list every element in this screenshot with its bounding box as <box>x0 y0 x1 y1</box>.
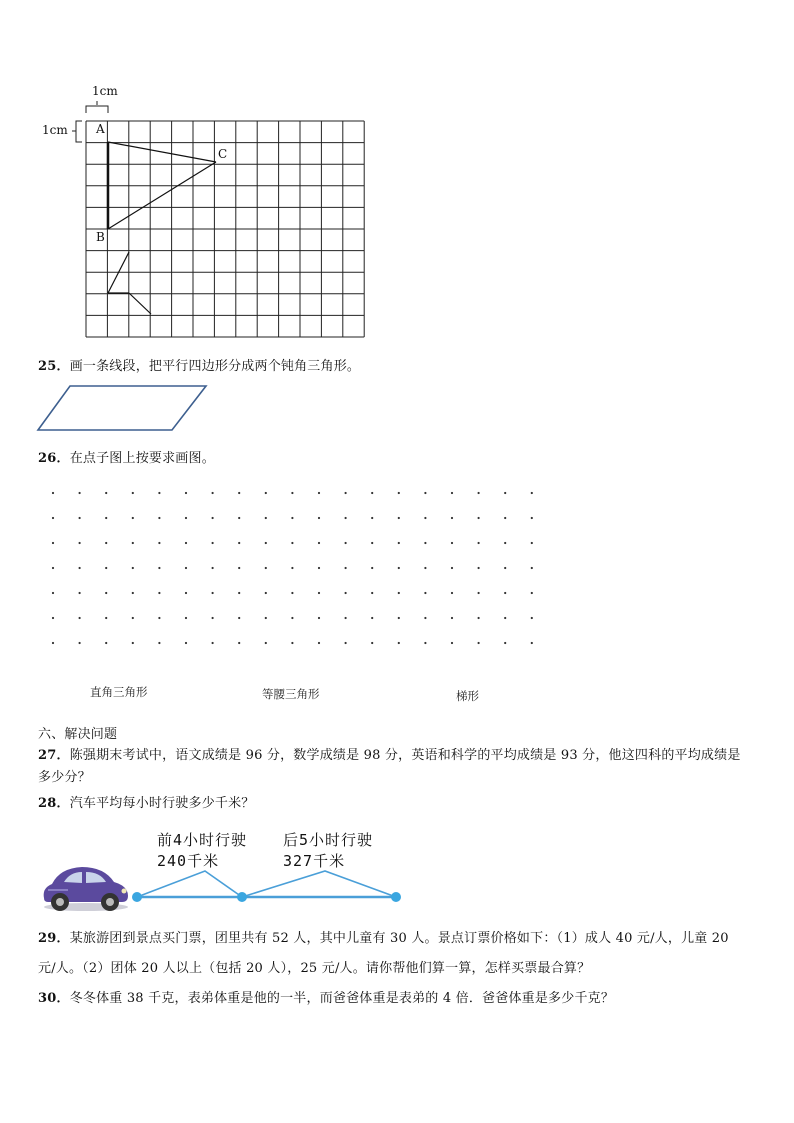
first-segment-label-time: 前4小时行驶 <box>157 831 248 849</box>
grid-dot <box>52 517 54 519</box>
grid-dot <box>398 492 400 494</box>
grid-dot <box>424 517 426 519</box>
question-number: 26． <box>38 451 70 466</box>
grid-dot <box>345 542 347 544</box>
left-dimension-label: 1cm <box>42 123 68 137</box>
second-segment-label-time: 后5小时行驶 <box>283 831 374 849</box>
grid-dot <box>185 617 187 619</box>
grid-dot <box>371 542 373 544</box>
grid-dot <box>345 592 347 594</box>
grid-dot <box>451 617 453 619</box>
segment-bc <box>108 162 216 229</box>
grid-dot <box>398 517 400 519</box>
question-number: 30． <box>38 991 70 1006</box>
grid-dot <box>291 592 293 594</box>
grid-dot <box>79 567 81 569</box>
grid-dot <box>371 517 373 519</box>
grid-dot <box>132 617 134 619</box>
grid-dot <box>52 642 54 644</box>
grid-dot <box>318 542 320 544</box>
grid-dot <box>291 642 293 644</box>
grid-dot <box>318 592 320 594</box>
grid-dot <box>158 592 160 594</box>
dot-label-trapezoid: 梯形 <box>456 689 479 703</box>
grid-dot <box>504 592 506 594</box>
grid-dot <box>478 567 480 569</box>
grid-dot <box>531 617 533 619</box>
grid-dot <box>132 542 134 544</box>
top-dimension-label: 1cm <box>92 84 118 98</box>
grid-dot <box>478 617 480 619</box>
grid-dot <box>318 642 320 644</box>
grid-dot <box>185 542 187 544</box>
route-point <box>391 892 401 902</box>
grid-dot <box>451 642 453 644</box>
square-grid <box>70 95 375 340</box>
second-segment-label-distance: 327千米 <box>283 852 346 870</box>
grid-dot <box>52 492 54 494</box>
grid-dot <box>132 592 134 594</box>
question-text: 某旅游团到景点买门票，团里共有 52 人，其中儿童有 30 人。景点订票价格如下：（1）成人 40 元/人，儿童 20 <box>69 931 729 946</box>
grid-dot <box>504 642 506 644</box>
grid-dot <box>265 492 267 494</box>
question-text: 在点子图上按要求画图。 <box>69 451 215 466</box>
grid-dot <box>531 492 533 494</box>
grid-dot <box>424 592 426 594</box>
grid-dot <box>318 492 320 494</box>
grid-dot <box>265 617 267 619</box>
question-number: 25． <box>38 359 70 374</box>
grid-dot <box>504 492 506 494</box>
question-27-line-2: 多少分？ <box>38 770 91 785</box>
parallelogram-figure <box>36 384 211 434</box>
grid-dot <box>185 642 187 644</box>
question-28 <box>38 792 255 811</box>
grid-dot <box>212 617 214 619</box>
car-icon <box>38 860 134 914</box>
grid-dot <box>79 642 81 644</box>
grid-dot <box>345 567 347 569</box>
grid-dot <box>105 567 107 569</box>
grid-dot <box>52 567 54 569</box>
grid-dot <box>105 542 107 544</box>
grid-dot <box>345 517 347 519</box>
question-30 <box>38 987 614 1006</box>
grid-dot <box>478 592 480 594</box>
grid-dot <box>398 642 400 644</box>
grid-dot <box>371 617 373 619</box>
grid-dot <box>478 542 480 544</box>
grid-dot <box>531 567 533 569</box>
grid-dot <box>105 617 107 619</box>
grid-dot <box>504 617 506 619</box>
grid-dot <box>478 517 480 519</box>
grid-dot <box>185 517 187 519</box>
grid-dot <box>265 517 267 519</box>
grid-dot <box>291 492 293 494</box>
route-point <box>237 892 247 902</box>
dot-grid <box>40 485 550 655</box>
grid-dot <box>79 617 81 619</box>
question-27-line-1 <box>38 744 741 763</box>
grid-dot <box>424 492 426 494</box>
grid-dot <box>238 517 240 519</box>
grid-dot <box>212 492 214 494</box>
grid-dot <box>478 642 480 644</box>
grid-dot <box>451 567 453 569</box>
grid-dot <box>291 517 293 519</box>
grid-dot <box>79 492 81 494</box>
left-bracket <box>76 121 82 142</box>
question-29-line-1 <box>38 927 729 946</box>
grid-dot <box>531 542 533 544</box>
grid-dot <box>79 542 81 544</box>
section-title: 六、解决问题 <box>38 727 118 742</box>
grid-dot <box>52 542 54 544</box>
grid-dot <box>451 492 453 494</box>
grid-dot <box>265 592 267 594</box>
grid-dot <box>105 642 107 644</box>
point-a-label: A <box>96 122 105 136</box>
grid-dot <box>451 592 453 594</box>
grid-dot <box>105 592 107 594</box>
grid-dot <box>531 517 533 519</box>
grid-dot <box>185 492 187 494</box>
grid-dot <box>504 542 506 544</box>
grid-dot <box>52 617 54 619</box>
dot-label-right-triangle: 直角三角形 <box>90 685 148 699</box>
grid-dot <box>265 567 267 569</box>
grid-dot <box>158 492 160 494</box>
grid-dot <box>265 642 267 644</box>
grid-dot <box>212 567 214 569</box>
grid-dot <box>212 542 214 544</box>
question-26 <box>38 447 215 466</box>
grid-dot <box>52 592 54 594</box>
grid-dot <box>79 517 81 519</box>
point-c-label: C <box>218 147 228 161</box>
grid-dot <box>185 592 187 594</box>
grid-dot <box>398 617 400 619</box>
grid-dot <box>105 517 107 519</box>
grid-dot <box>105 492 107 494</box>
question-number: 28． <box>38 796 70 811</box>
top-bracket <box>86 106 108 113</box>
route-line <box>130 862 405 907</box>
question-number: 29． <box>38 931 70 946</box>
grid-dot <box>531 642 533 644</box>
point-b-label: B <box>96 230 105 244</box>
question-29-line-2: 元/人。（2）团体 20 人以上（包括 20 人），25 元/人。请你帮他们算一算，怎样买票最合算？ <box>38 961 591 976</box>
grid-dot <box>158 617 160 619</box>
grid-dot <box>132 492 134 494</box>
grid-dot <box>291 617 293 619</box>
grid-dot <box>398 567 400 569</box>
grid-dot <box>478 492 480 494</box>
grid-dot <box>212 517 214 519</box>
grid-dot <box>212 592 214 594</box>
grid-dot <box>291 542 293 544</box>
grid-dot <box>424 617 426 619</box>
grid-dot <box>318 567 320 569</box>
question-text: 汽车平均每小时行驶多少千米？ <box>69 796 255 811</box>
grid-dot <box>424 542 426 544</box>
grid-dot <box>291 567 293 569</box>
grid-dot <box>531 592 533 594</box>
grid-dot <box>79 592 81 594</box>
grid-dot <box>238 492 240 494</box>
grid-dot <box>371 492 373 494</box>
grid-dot <box>185 567 187 569</box>
grid-dot <box>132 517 134 519</box>
segment-ac <box>108 142 216 162</box>
grid-dot <box>158 567 160 569</box>
question-text: 陈强期末考试中，语文成绩是 96 分，数学成绩是 98 分，英语和科学的平均成绩是 93 分，他这四科的平均成绩是 <box>69 748 741 763</box>
grid-dot <box>424 642 426 644</box>
grid-dot <box>158 542 160 544</box>
question-number: 27． <box>38 748 70 763</box>
grid-dot <box>424 567 426 569</box>
question-25 <box>38 355 360 374</box>
grid-dot <box>238 542 240 544</box>
grid-dot <box>451 517 453 519</box>
small-figure-line-3 <box>129 293 151 314</box>
grid-dot <box>132 642 134 644</box>
grid-dot <box>371 592 373 594</box>
grid-dot <box>345 492 347 494</box>
grid-dot <box>238 592 240 594</box>
grid-dot <box>504 517 506 519</box>
grid-dot <box>238 642 240 644</box>
grid-dot <box>345 617 347 619</box>
grid-dot <box>158 517 160 519</box>
grid-dot <box>238 567 240 569</box>
first-segment-label-distance: 240千米 <box>157 852 220 870</box>
grid-dot <box>371 642 373 644</box>
grid-dot <box>318 517 320 519</box>
grid-dot <box>398 592 400 594</box>
grid-dot <box>238 617 240 619</box>
grid-dot <box>451 542 453 544</box>
grid-dot <box>158 642 160 644</box>
question-text: 冬冬体重 38 千克，表弟体重是他的一半，而爸爸体重是表弟的 4 倍．爸爸体重是多少千克？ <box>69 991 615 1006</box>
grid-dot <box>345 642 347 644</box>
grid-dot <box>212 642 214 644</box>
grid-dot <box>371 567 373 569</box>
grid-dot <box>504 567 506 569</box>
question-text: 画一条线段，把平行四边形分成两个钝角三角形。 <box>69 359 361 374</box>
dot-label-isosceles-triangle: 等腰三角形 <box>262 687 320 701</box>
grid-dot <box>318 617 320 619</box>
grid-dot <box>265 542 267 544</box>
grid-dot <box>398 542 400 544</box>
grid-dot <box>132 567 134 569</box>
